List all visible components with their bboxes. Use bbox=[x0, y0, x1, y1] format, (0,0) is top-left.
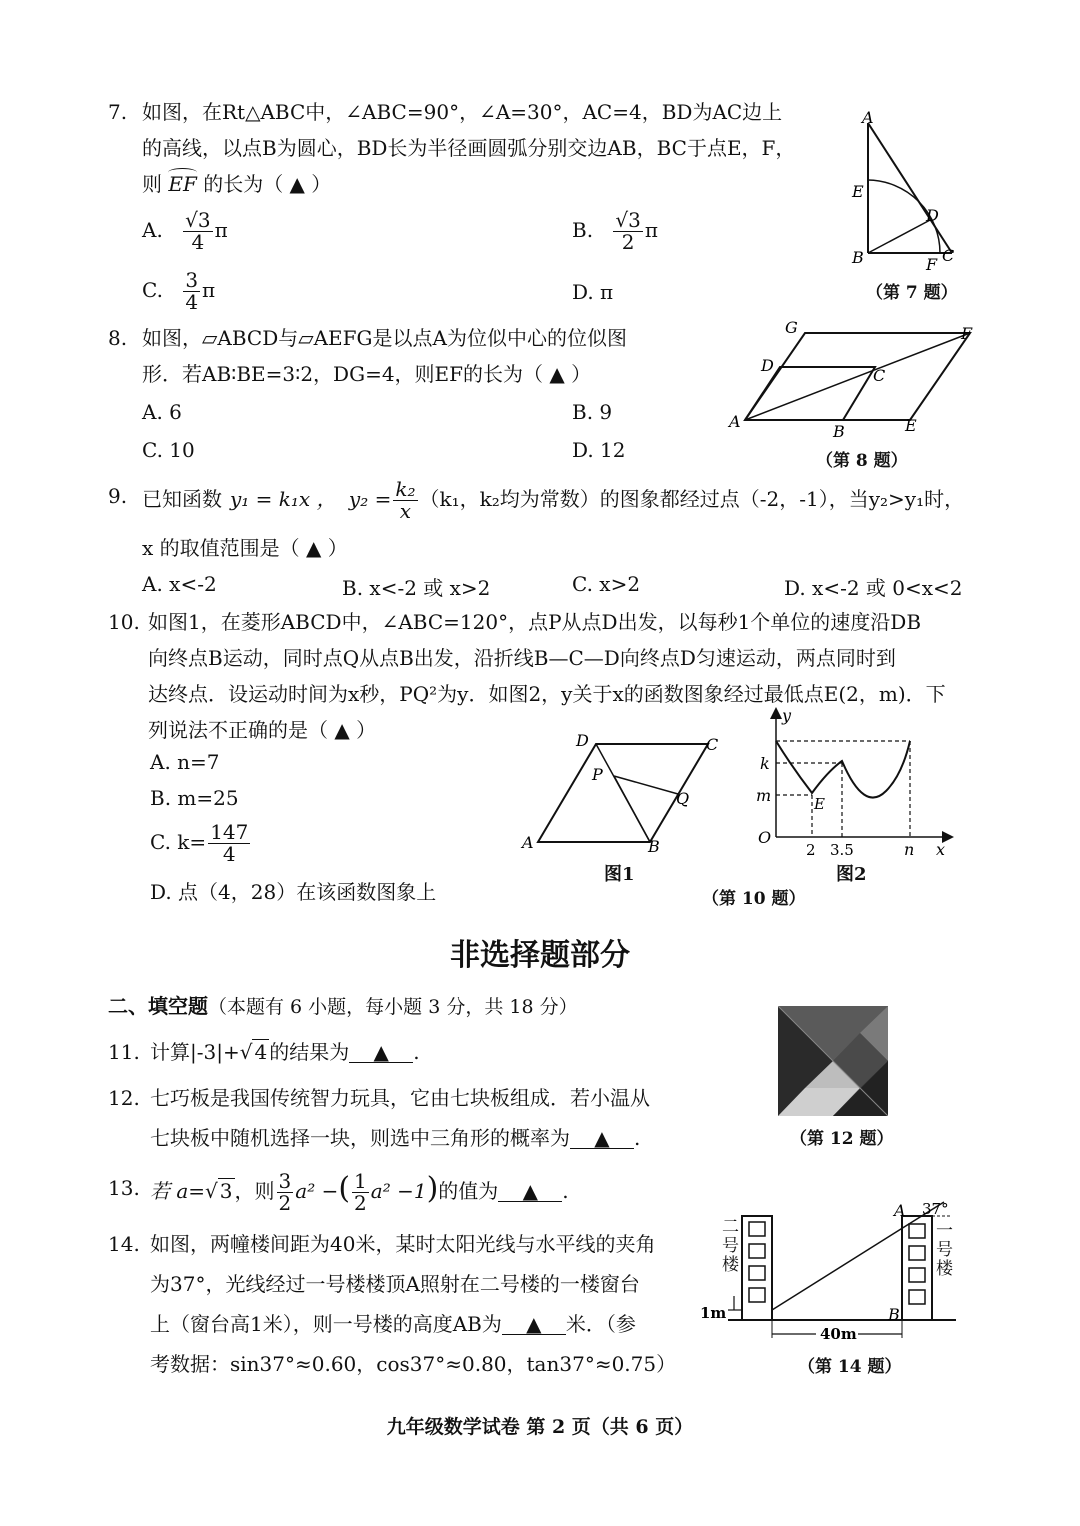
q10-fig1-label-b: B bbox=[648, 837, 660, 855]
q10-fig2-tick-2: 2 bbox=[806, 841, 816, 859]
q7-option-b: B. $\frac{√3}{2}$ π bbox=[572, 208, 659, 254]
q9-number: 9. bbox=[108, 484, 128, 508]
q7-line1: 如图，在Rt△ABC中，∠ABC=90°，∠A=30°，AC=4，BD为AC边上 bbox=[142, 100, 783, 124]
q11-number: 11. bbox=[108, 1040, 140, 1064]
q11-answer-blank: ▲ bbox=[349, 1042, 413, 1063]
q10-fig1-label-p: P bbox=[592, 765, 603, 784]
q14-fig-label-a: A bbox=[894, 1201, 906, 1220]
q10-fig2-label-m: m bbox=[756, 786, 772, 805]
q9-option-c: C. x>2 bbox=[572, 572, 641, 596]
q10-line3: 达终点．设运动时间为x秒，PQ²为y．如图2，y关于x的函数图象经过最低点E(2，m)．下 bbox=[148, 682, 946, 706]
q10-option-c: C. k= $\frac{147}{4}$ bbox=[150, 820, 249, 866]
q8-option-b: B. 9 bbox=[572, 400, 613, 424]
q8-fig-label-c: C bbox=[873, 366, 886, 385]
q10-fig2-caption: 图2 bbox=[836, 864, 867, 885]
q14-line3: 上（窗台高1米），则一号楼的高度AB为 ▲ 米．（参 bbox=[150, 1312, 636, 1336]
q8-fig-label-a: A bbox=[729, 412, 741, 431]
q14-fig-1m: 1m bbox=[700, 1304, 727, 1322]
q8-line2: 形．若AB∶BE=3∶2，DG=4，则EF的长为（ ▲ ） bbox=[142, 362, 592, 386]
q8-fig-label-e: E bbox=[905, 416, 917, 435]
q10-fig2-label-e: E bbox=[814, 795, 825, 813]
q9-line2: x 的取值范围是（ ▲ ） bbox=[142, 536, 348, 560]
q14-fig-label-b: B bbox=[888, 1305, 900, 1324]
q9-option-d: D. x<-2 或 0<x<2 bbox=[784, 576, 963, 600]
q10-caption: （第 10 题） bbox=[702, 889, 806, 909]
q8-figure bbox=[725, 315, 985, 440]
q8-number: 8. bbox=[108, 326, 128, 350]
q9-option-b: B. x<-2 或 x>2 bbox=[342, 576, 491, 600]
q7-figure bbox=[840, 105, 980, 275]
q14-line1: 如图，两幢楼间距为40米，某时太阳光线与水平线的夹角 bbox=[150, 1232, 656, 1256]
page-footer: 九年级数学试卷 第 2 页（共 6 页） bbox=[386, 1416, 694, 1438]
q10-fig1-label-d: D bbox=[576, 731, 589, 750]
q14-fig-building-1: 一号楼 bbox=[936, 1221, 953, 1279]
q12-caption: （第 12 题） bbox=[790, 1129, 894, 1149]
q14-number: 14. bbox=[108, 1232, 140, 1256]
q10-fig1-caption: 图1 bbox=[604, 864, 635, 885]
q7-fig-label-a: A bbox=[862, 108, 874, 127]
q10-line2: 向终点B运动，同时点Q从点B出发，沿折线B—C—D向终点D匀速运动，两点同时到 bbox=[148, 646, 896, 670]
q7-option-c: C. $\frac{3}{4}$ π bbox=[142, 268, 216, 314]
q10-fig2-label-o: O bbox=[758, 828, 772, 847]
q7-line3 bbox=[142, 166, 331, 202]
q8-fig-label-b: B bbox=[833, 422, 845, 440]
q8-option-a: A. 6 bbox=[142, 400, 182, 424]
q7-fig-label-f: F bbox=[926, 255, 938, 274]
q9-option-a: A. x<-2 bbox=[142, 572, 217, 596]
q10-option-d: D. 点（4，28）在该函数图象上 bbox=[150, 880, 437, 904]
q14-fig-angle: 37° bbox=[922, 1200, 949, 1218]
q12-answer-blank: ▲ bbox=[570, 1128, 634, 1149]
q8-fig-label-f: F bbox=[961, 324, 973, 343]
q8-fig-label-g: G bbox=[785, 318, 798, 337]
q10-fig1-label-a: A bbox=[522, 833, 534, 852]
q8-option-c: C. 10 bbox=[142, 438, 195, 462]
q14-line2: 为37°，光线经过一号楼楼顶A照射在二号楼的一楼窗台 bbox=[150, 1272, 640, 1296]
q7-line3-post: 的长为（ ▲ ） bbox=[203, 172, 332, 196]
q12-line2: 七块板中随机选择一块，则选中三角形的概率为 ▲ . bbox=[150, 1126, 641, 1150]
part2-heading: 二、填空题（本题有 6 小题，每小题 3 分，共 18 分） bbox=[108, 994, 578, 1018]
q10-figure-1 bbox=[520, 730, 730, 855]
q7-line3-pre: 则 bbox=[142, 172, 162, 196]
q12-line1: 七巧板是我国传统智力玩具，它由七块板组成．若小温从 bbox=[150, 1086, 650, 1110]
q14-line4: 考数据：sin37°≈0.60，cos37°≈0.80，tan37°≈0.75） bbox=[150, 1352, 677, 1376]
q7-caption: （第 7 题） bbox=[866, 283, 958, 303]
q13-answer-blank: ▲ bbox=[498, 1181, 562, 1202]
q10-figure-2 bbox=[752, 705, 962, 860]
q8-fig-label-d: D bbox=[761, 356, 774, 375]
q13-number: 13. bbox=[108, 1176, 140, 1200]
q7-option-a: A. $\frac{√3}{4}$ π bbox=[142, 208, 228, 254]
q14-fig-40m: 40m bbox=[820, 1325, 857, 1343]
q7-fig-label-c: C bbox=[942, 246, 955, 265]
q7-fig-label-e: E bbox=[852, 182, 864, 201]
q8-line1: 如图，▱ABCD与▱AEFG是以点A为位似中心的位似图 bbox=[142, 326, 627, 350]
q10-option-b: B. m=25 bbox=[150, 786, 239, 810]
q14-caption: （第 14 题） bbox=[798, 1357, 902, 1377]
q10-fig2-label-k: k bbox=[760, 754, 770, 773]
q8-caption: （第 8 题） bbox=[816, 451, 908, 471]
q10-fig2-tick-3-5: 3.5 bbox=[830, 841, 854, 859]
q7-arc-ef: EF bbox=[168, 166, 196, 202]
q7-fig-label-d: D bbox=[926, 206, 939, 225]
section-title: 非选择题部分 bbox=[450, 938, 630, 973]
q10-option-a: A. n=7 bbox=[150, 750, 220, 774]
q14-answer-blank: ▲ bbox=[502, 1314, 566, 1335]
q7-number: 7. bbox=[108, 100, 128, 124]
q10-fig2-label-x: x bbox=[936, 840, 946, 859]
q7-option-d: D. π bbox=[572, 280, 614, 304]
q10-fig1-label-c: C bbox=[706, 735, 719, 754]
q11-line: 计算|-3|+√ 4 的结果为 ▲ . bbox=[150, 1040, 420, 1064]
q9-line1: 已知函数 y₁ = k₁x ， y₂ = $\frac{\text{k₂}}{x}$ （k₁，k₂均为常数）的图象都经过点（-2，-1），当y₂>y₁时， bbox=[142, 477, 965, 523]
q12-tangram-figure bbox=[778, 1006, 888, 1116]
q7-line2: 的高线，以点B为圆心，BD长为半径画圆弧分别交边AB，BC于点E，F， bbox=[142, 136, 796, 160]
q10-fig2-tick-n: n bbox=[904, 840, 915, 859]
q13-line: 若 a=√ 3 ，则 $\frac{3}{2}$ a² −( $\frac{1}{2}$ a² −1)的值为 ▲ . bbox=[150, 1169, 569, 1215]
q10-line1: 如图1，在菱形ABCD中，∠ABC=120°，点P从点D出发，以每秒1个单位的速度沿DB bbox=[148, 610, 922, 634]
q8-option-d: D. 12 bbox=[572, 438, 626, 462]
q7-fig-label-b: B bbox=[852, 248, 864, 267]
q14-fig-building-2: 二号楼 bbox=[722, 1217, 739, 1275]
q10-fig2-label-y: y bbox=[782, 706, 792, 725]
q10-line4: 列说法不正确的是（ ▲ ） bbox=[148, 718, 377, 742]
q10-number: 10. bbox=[108, 610, 140, 634]
q10-fig1-label-q: Q bbox=[676, 789, 690, 808]
q12-number: 12. bbox=[108, 1086, 140, 1110]
